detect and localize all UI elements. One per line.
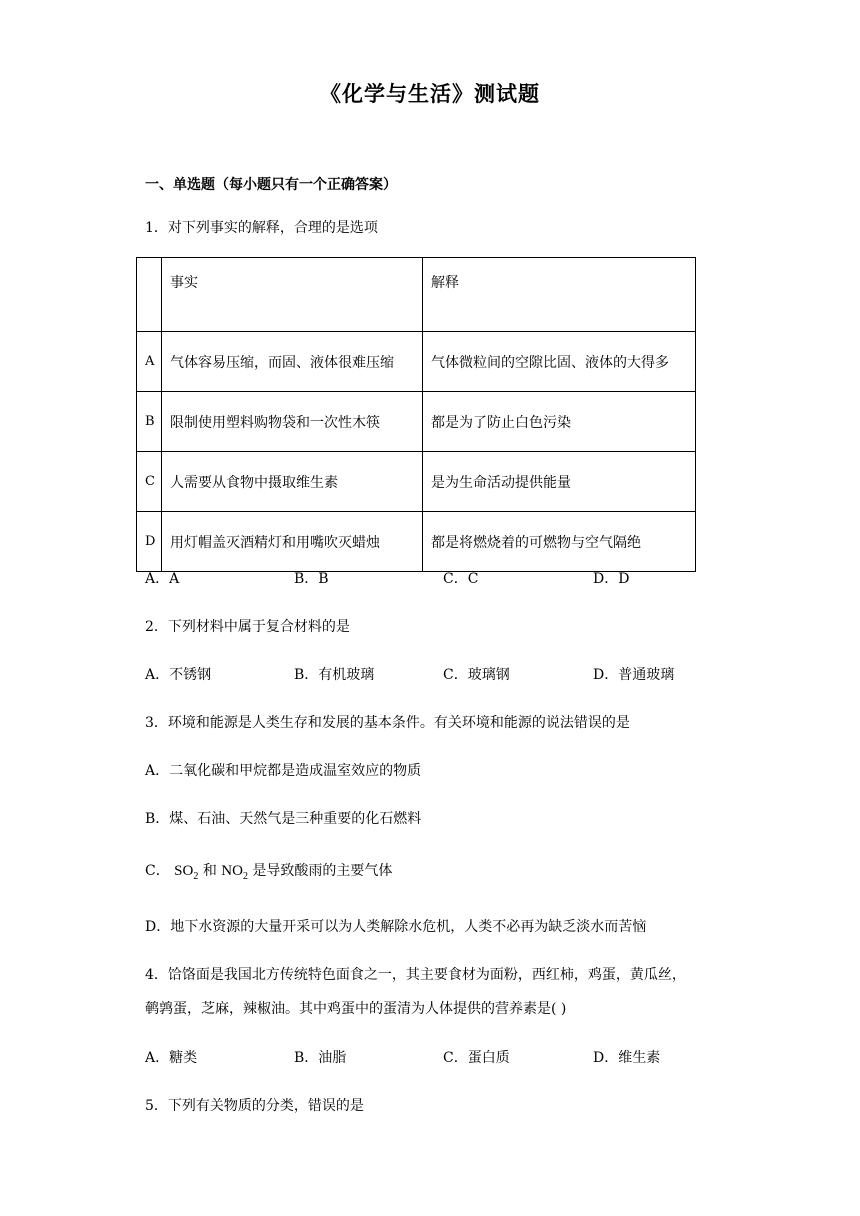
table-row <box>137 512 696 572</box>
question-4-option-b[interactable]: B．油脂 <box>294 1050 347 1066</box>
question-2-option-b[interactable]: B．有机玻璃 <box>294 667 375 683</box>
question-1-option-a[interactable]: A．A <box>145 571 180 587</box>
question-1-option-d[interactable]: D．D <box>593 571 630 587</box>
table-row <box>137 332 696 392</box>
formula-no2: $NO_2$ <box>221 863 248 882</box>
question-3-option-d[interactable]: D．地下水资源的大量开采可以为人类解除水危机，人类不必再为缺乏淡水而苦恼 <box>145 919 647 935</box>
option-c-text: 是导致酸雨的主要气体 <box>252 863 393 879</box>
table-header-row <box>137 258 696 332</box>
question-4-option-c[interactable]: C．蛋白质 <box>443 1050 510 1066</box>
option-c-prefix: C． <box>145 863 170 879</box>
question-1-option-c[interactable]: C．C <box>443 571 479 587</box>
question-2-option-d[interactable]: D．普通玻璃 <box>593 667 675 683</box>
table-cell-key: D <box>137 512 162 572</box>
table-cell-explanation: 是为生命活动提供能量 <box>423 452 696 512</box>
page-title: 《化学与生活》测试题 <box>320 81 540 106</box>
table-header-explanation: 解释 <box>423 258 696 332</box>
table-cell-key: A <box>137 332 162 392</box>
conjunction-text: 和 <box>202 863 217 879</box>
question-1-option-b[interactable]: B．B <box>294 571 329 587</box>
table-cell-key: C <box>137 452 162 512</box>
table-cell-fact: 气体容易压缩，而固、液体很难压缩 <box>162 332 423 392</box>
question-3-option-b[interactable]: B．煤、石油、天然气是三种重要的化石燃料 <box>145 811 422 827</box>
question-3-option-c[interactable] <box>145 860 392 882</box>
table-cell-explanation: 气体微粒间的空隙比固、液体的大得多 <box>423 332 696 392</box>
table-cell-explanation: 都是将燃烧着的可燃物与空气隔绝 <box>423 512 696 572</box>
question-1-stem: 1．对下列事实的解释，合理的是选项 <box>145 220 378 236</box>
table-cell-fact: 人需要从食物中摄取维生素 <box>162 452 423 512</box>
table-cell-fact: 用灯帽盖灭酒精灯和用嘴吹灭蜡烛 <box>162 512 423 572</box>
question-5-stem: 5．下列有关物质的分类，错误的是 <box>145 1098 364 1114</box>
table-cell-explanation: 都是为了防止白色污染 <box>423 392 696 452</box>
table-row <box>137 392 696 452</box>
table-header-key <box>137 258 162 332</box>
question-4-stem-line-2: 鹌鹑蛋，芝麻，辣椒油。其中鸡蛋中的蛋清为人体提供的营养素是( ) <box>145 1001 567 1017</box>
table-row <box>137 452 696 512</box>
question-3-option-a[interactable]: A．二氧化碳和甲烷都是造成温室效应的物质 <box>145 763 422 779</box>
facts-table <box>136 257 696 572</box>
question-2-option-c[interactable]: C．玻璃钢 <box>443 667 510 683</box>
table-cell-key: B <box>137 392 162 452</box>
question-2-option-a[interactable]: A．不锈钢 <box>145 667 212 683</box>
question-2-stem: 2．下列材料中属于复合材料的是 <box>145 619 350 635</box>
table-cell-fact: 限制使用塑料购物袋和一次性木筷 <box>162 392 423 452</box>
question-4-option-a[interactable]: A．糖类 <box>145 1050 198 1066</box>
table-header-fact: 事实 <box>162 258 423 332</box>
formula-so2: $SO_2$ <box>174 863 199 882</box>
question-4-option-d[interactable]: D．维生素 <box>593 1050 661 1066</box>
section-heading: 一、单选题（每小题只有一个正确答案） <box>145 177 397 193</box>
question-3-stem: 3．环境和能源是人类生存和发展的基本条件。有关环境和能源的说法错误的是 <box>145 715 630 731</box>
question-4-stem-line-1: 4．饸饹面是我国北方传统特色面食之一，其主要食材为面粉，西红柿，鸡蛋，黄瓜丝， <box>145 967 686 983</box>
